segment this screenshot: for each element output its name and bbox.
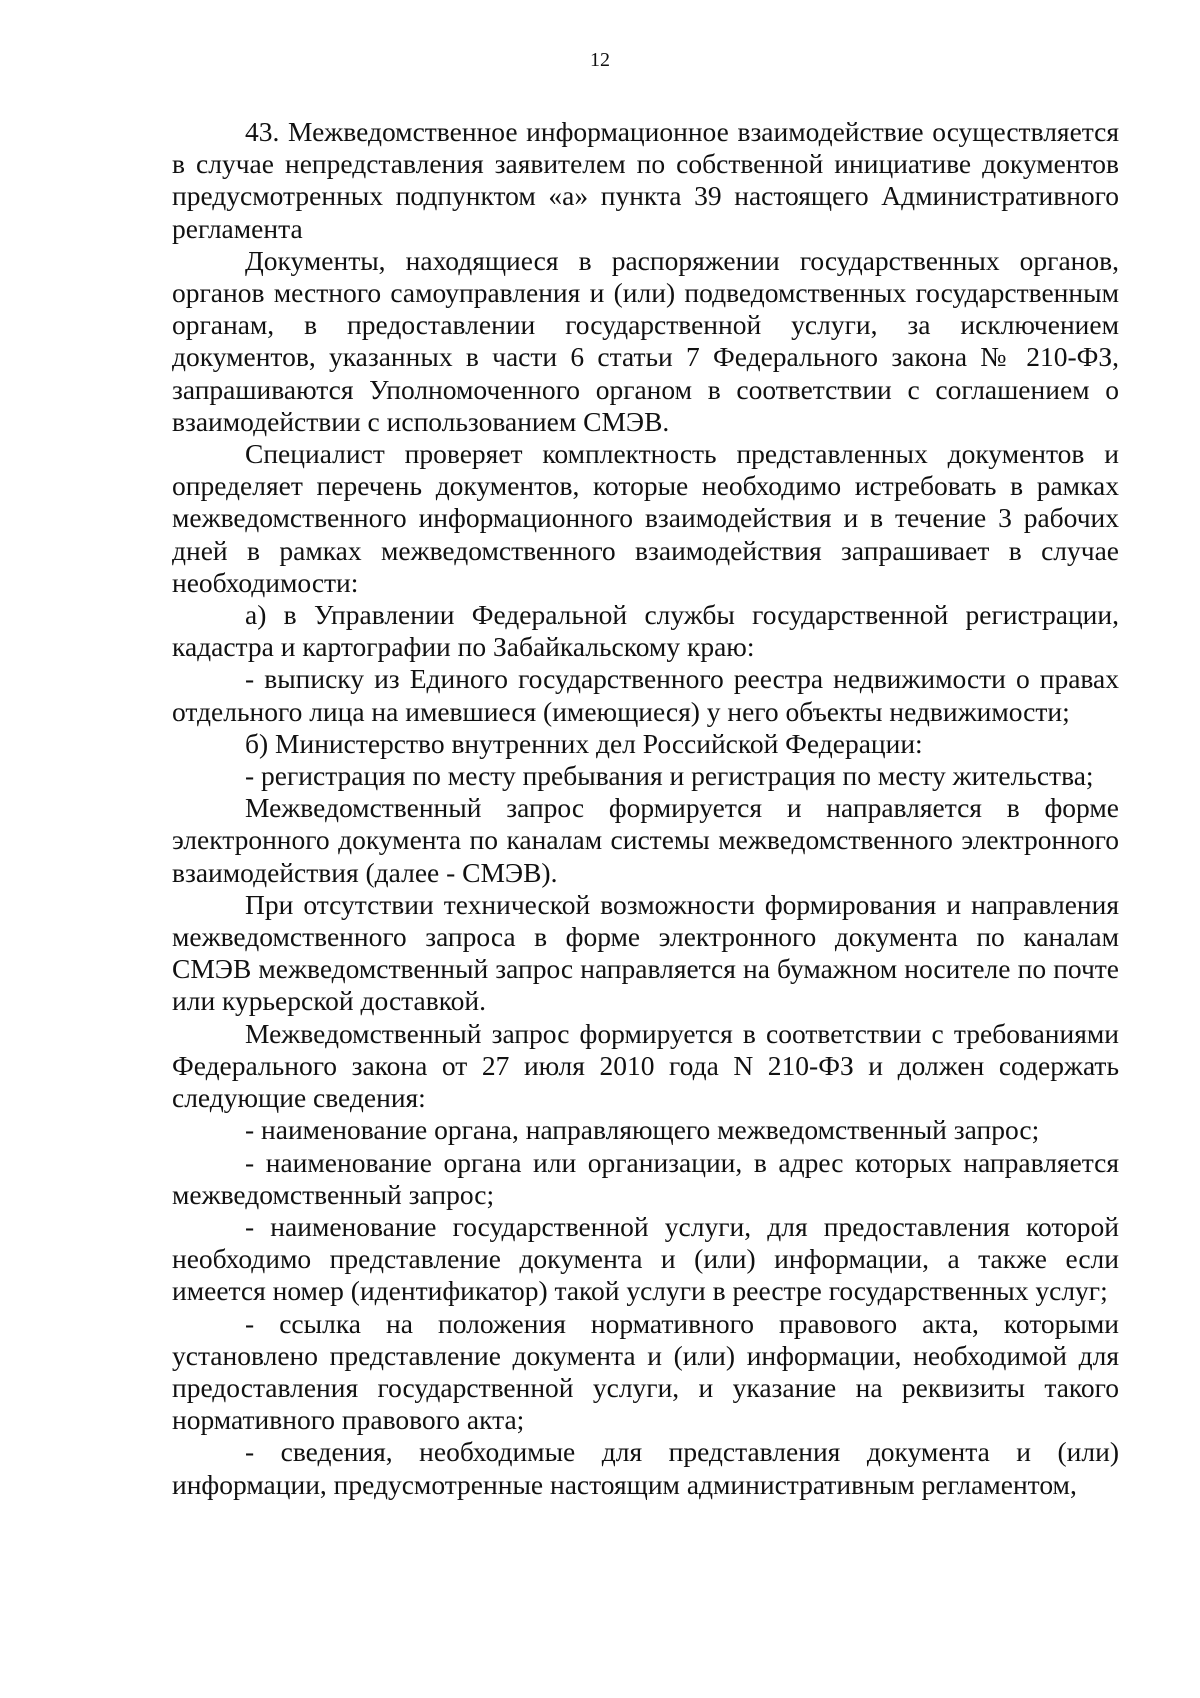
list-item-service-name: - наименование государственной услуги, для предоставления которой необходимо представление документа и (или) информации, а также если имеется номер (идентификатор) такой услуги в реестре государственных услуг; bbox=[172, 1210, 1119, 1307]
page-number: 12 bbox=[590, 49, 610, 71]
list-item-registration: - регистрация по месту пребывания и регистрация по месту жительства; bbox=[245, 760, 1094, 792]
paragraph-request-contents: Межведомственный запрос формируется в соответствии с требованиями Федерального закона от 27 июля 2010 года N 210-ФЗ и должен содержать следующие сведения: bbox=[172, 1017, 1119, 1114]
paragraph-specialist-checks: Специалист проверяет комплектность представленных документов и определяет перечень документов, которые необходимо истребовать в рамках межведомственного информационного взаимодействия и в течение 3 рабочих дней в рамках межведомственного взаимодействия запрашивает в случае необходимости: bbox=[172, 438, 1119, 598]
list-item-addressee: - наименование органа или организации, в адрес которых направляется межведомственный запрос; bbox=[172, 1146, 1119, 1210]
list-item-required-info: - сведения, необходимые для представления документа и (или) информации, предусмотренные настоящим административным регламентом, bbox=[172, 1436, 1119, 1500]
list-item-b-mvd: б) Министерство внутренних дел Российской Федерации: bbox=[245, 727, 923, 759]
paragraph-documents-requested: Документы, находящиеся в распоряжении государственных органов, органов местного самоуправления и (или) подведомственных государственным органам, в предоставлении государственной услуги, за исключением документов, указанных в части 6 статьи 7 Федерального закона № 210-ФЗ, запрашиваются Уполномоченного органом в соответствии с соглашением о взаимодействии с использованием СМЭВ. bbox=[172, 244, 1119, 437]
list-item-legal-reference: - ссылка на положения нормативного правового акта, которыми установлено представление документа и (или) информации, необходимой для предоставления государственной услуги, и указание на реквизиты такого нормативного правового акта; bbox=[172, 1307, 1119, 1436]
paragraph-43-intro: 43. Межведомственное информационное взаимодействие осуществляется в случае непредставления заявителем по собственной инициативе документов предусмотренных подпунктом «а» пункта 39 настоящего Административного регламента bbox=[172, 116, 1119, 244]
paragraph-electronic-request: Межведомственный запрос формируется и направляется в форме электронного документа по каналам системы межведомственного электронного взаимодействия (далее - СМЭВ). bbox=[172, 792, 1119, 888]
list-item-requesting-body: - наименование органа, направляющего межведомственный запрос; bbox=[245, 1114, 1040, 1146]
paragraph-paper-request: При отсутствии технической возможности формирования и направления межведомственного запроса в форме электронного документа по каналам СМЭВ межведомственный запрос направляется на бумажном носителе по почте или курьерской доставкой. bbox=[172, 888, 1119, 1017]
list-item-a-rosreestr: а) в Управлении Федеральной службы государственной регистрации, кадастра и картографии по Забайкальскому краю: bbox=[172, 599, 1119, 663]
list-item-egrn-extract: - выписку из Единого государственного реестра недвижимости о правах отдельного лица на имевшиеся (имеющиеся) у него объекты недвижимости; bbox=[172, 663, 1119, 727]
document-body bbox=[172, 116, 1119, 1501]
